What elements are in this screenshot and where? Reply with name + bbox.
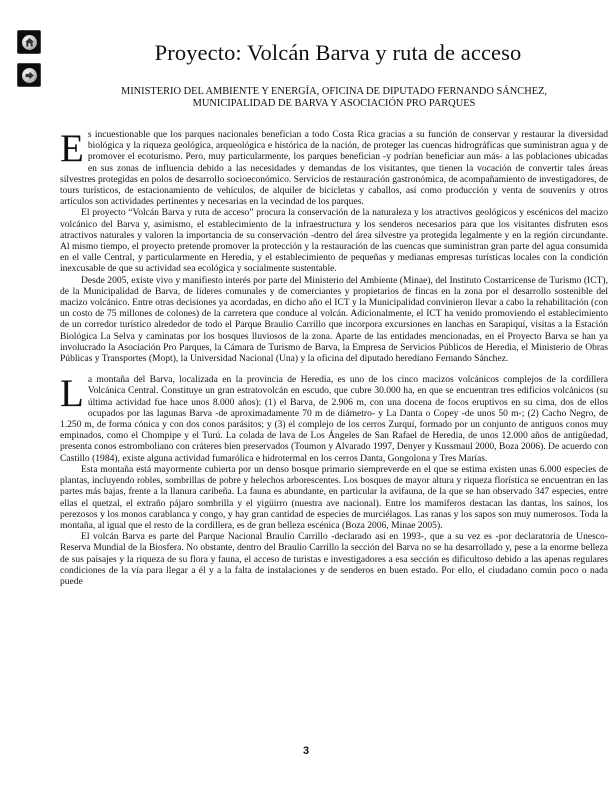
paragraph-text: a montaña del Barva, localizada en la provincia de Heredia, es uno de los cinco macizos volcánicos complejos de la cordillera Volcánica Central. Constituye un gran estratovolcán en escudo, que cubre 30.000 ha, en que se encuentran tres edificios volcánicos (su última actividad fue hace unos 8.000 años): (1) el Barva, de 2.906 m, con una docena de focos eruptivos en su cima, dos de ellos ocupados por las lagunas Barva -de aproximadamente 70 m de diámetro- y La Danta o Copey -de unos 50 m-; (2) Cacho Negro, de 1.250 m, de forma cónica y con dos conos parásitos; y (3) el complejo de los cerros Zurquí, formado por un conjunto de antiguos conos muy empinados, como el Chompipe y el Turú. La colada de lava de Los Ángeles de San Rafael de Heredia, de unos 12.000 años de antigüedad, presenta conos estromboliano con cráteres bien preservados (Toumon y Alvarado 1997, Denyer y Kussmaul 2000, Boza 2006). De acuerdo con Castillo (1984), existe alguna actividad fumarólica e hidrotermal en los cerros Danta, Gongolona y Tres Marías. — [60, 374, 608, 464]
paragraph: Desde 2005, existe vivo y manifiesto interés por parte del Ministerio del Ambiente (Minae), del Instituto Costarricense de Turismo (ICT), de la Municipalidad de Barva, de líderes comunales y de comerciantes y propietarios de fincas en la zona por el desarrollo sostenible del macizo volcánico. Entre otras decisiones ya acordadas, en dicho año el ICT y la Municipalidad convinieron llevar a cabo la rehabilitación (con un costo de 75 millones de colones) de la carretera que conduce al volcán. Adicionalmente, el ICT ha venido promoviendo el establecimiento de un corredor turístico alrededor de todo el Parque Braulio Carrillo que incorpora excursiones en lanchas en Sarapiquí, visitas a la Estación Biológica La Selva y caminatas por los bosques lluviosos de la zona. Aparte de las entidades mencionadas, en el Proyecto Barva se han ya involucrado la Asociación Pro Parques, la Cámara de Turismo de Barva, la Empresa de Servicios Públicos de Heredia, el Ministerio de Obras Públicas y Transportes (Mopt), la Universidad Nacional (Una) y la oficina del diputado herediano Fernando Sánchez. — [60, 274, 608, 365]
article-body — [60, 129, 608, 587]
section-barva-description — [60, 374, 608, 587]
subtitle-line-2: MUNICIPALIDAD DE BARVA Y ASOCIACIÓN PRO PARQUES — [192, 98, 476, 109]
page-title: Proyecto: Volcán Barva y ruta de acceso — [154, 40, 522, 65]
section-intro — [60, 129, 608, 364]
home-button[interactable] — [17, 30, 41, 54]
house-icon — [22, 35, 37, 50]
paragraph-text: s incuestionable que los parques nacionales benefician a todo Costa Rica gracias a su función de conservar y restaurar la diversidad biológica y la riqueza geológica, arqueológica e histórica de la nación, de proteger las cuencas hidrográficas que suministran agua y de promover el ecoturismo. Pero, muy particularmente, los parques benefician -y podrían beneficiar aun más- a las poblaciones ubicadas en sus zonas de influencia debido a las necesidades y demandas de los visitantes, que tienen la vocación de convertir tales áreas silvestres protegidas en polos de desarrollo socioeconómico. Servicios de restauración gastronómica, de acompañamiento de investigadores, de tours turísticos, de estacionamiento de vehículos, de alquiler de bicicletas y caballos, así como producción y venta de souvenirs y otros artículos son actividades pertinentes y necesarias en la vecindad de los parques. — [60, 129, 608, 208]
paragraph: El proyecto “Volcán Barva y ruta de acceso” procura la conservación de la naturaleza y los atractivos geológicos y escénicos del macizo volcánico del Barva y, asimismo, el establecimiento de la infraestructura y los senderos necesarios para que los visitantes disfruten esos atractivos naturales y valoren la importancia de su conservación -dentro del área silvestre ya protegida legalmente y en la región circundante. Al mismo tiempo, el proyecto pretende promover la protección y la restauración de las cuencas que suministran gran parte del agua consumida en el valle Central, y particularmente en Heredia, y el establecimiento de pequeñas y medianas empresas turísticas locales con la condición inexcusable de que su actividad sea ecológica y socialmente sustentable. — [60, 207, 608, 275]
paragraph — [60, 129, 608, 207]
paragraph: El volcán Barva es parte del Parque Nacional Braulio Carrillo -declarado así en 1993-, que a su vez es -por declaratoria de Unesco- Reserva Mundial de la Biosfera. No obstante, dentro del Braulio Carrillo la sección del Barva no se ha desarrollado y, pese a la enorme belleza de sus paisajes y la riqueza de su flora y fauna, el acceso de turistas e investigadores a esa sección es dificultoso debido a las apenas regulares condiciones de la vía para llegar a él y a la falta de instalaciones y de senderos en buen estado. Por ello, el ciudadano común poco o nada puede — [60, 531, 608, 587]
subtitle-line-1: MINISTERIO DEL AMBIENTE Y ENERGÍA, OFICINA DE DIPUTADO FERNANDO SÁNCHEZ, — [120, 86, 548, 97]
paragraph: Esta montaña está mayormente cubierta por un denso bosque primario siempreverde en el que se estima existen unas 6.000 especies de plantas, incluyendo robles, sombrillas de pobre y helechos arborescentes. Los bosques de mayor altura y riqueza florística se encuentran en las partes más bajas, frente a la llanura caribeña. La fauna es abundante, en particular la avifauna, de la que se han observado 347 especies, entre ellas el quetzal, el extraño pájaro sombrilla y el yigüirro (nuestra ave nacional). Entre los mamíferos destacan las dantas, los saínos, los perezosos y los monos carablanca y congo, y hay gran cantidad de especies de murciélagos. Las ranas y los sapos son muy numerosos. Toda la montaña, al igual que el resto de la cordillera, es de gran belleza escénica (Boza 2006, Minae 2005). — [60, 463, 608, 531]
drop-cap: L — [60, 372, 84, 416]
arrow-right-icon — [22, 68, 37, 83]
next-page-button[interactable] — [17, 63, 41, 87]
paragraph — [60, 374, 608, 464]
authors-subtitle — [60, 86, 608, 110]
drop-cap: E — [60, 127, 84, 170]
page-number: 3 — [302, 745, 310, 757]
